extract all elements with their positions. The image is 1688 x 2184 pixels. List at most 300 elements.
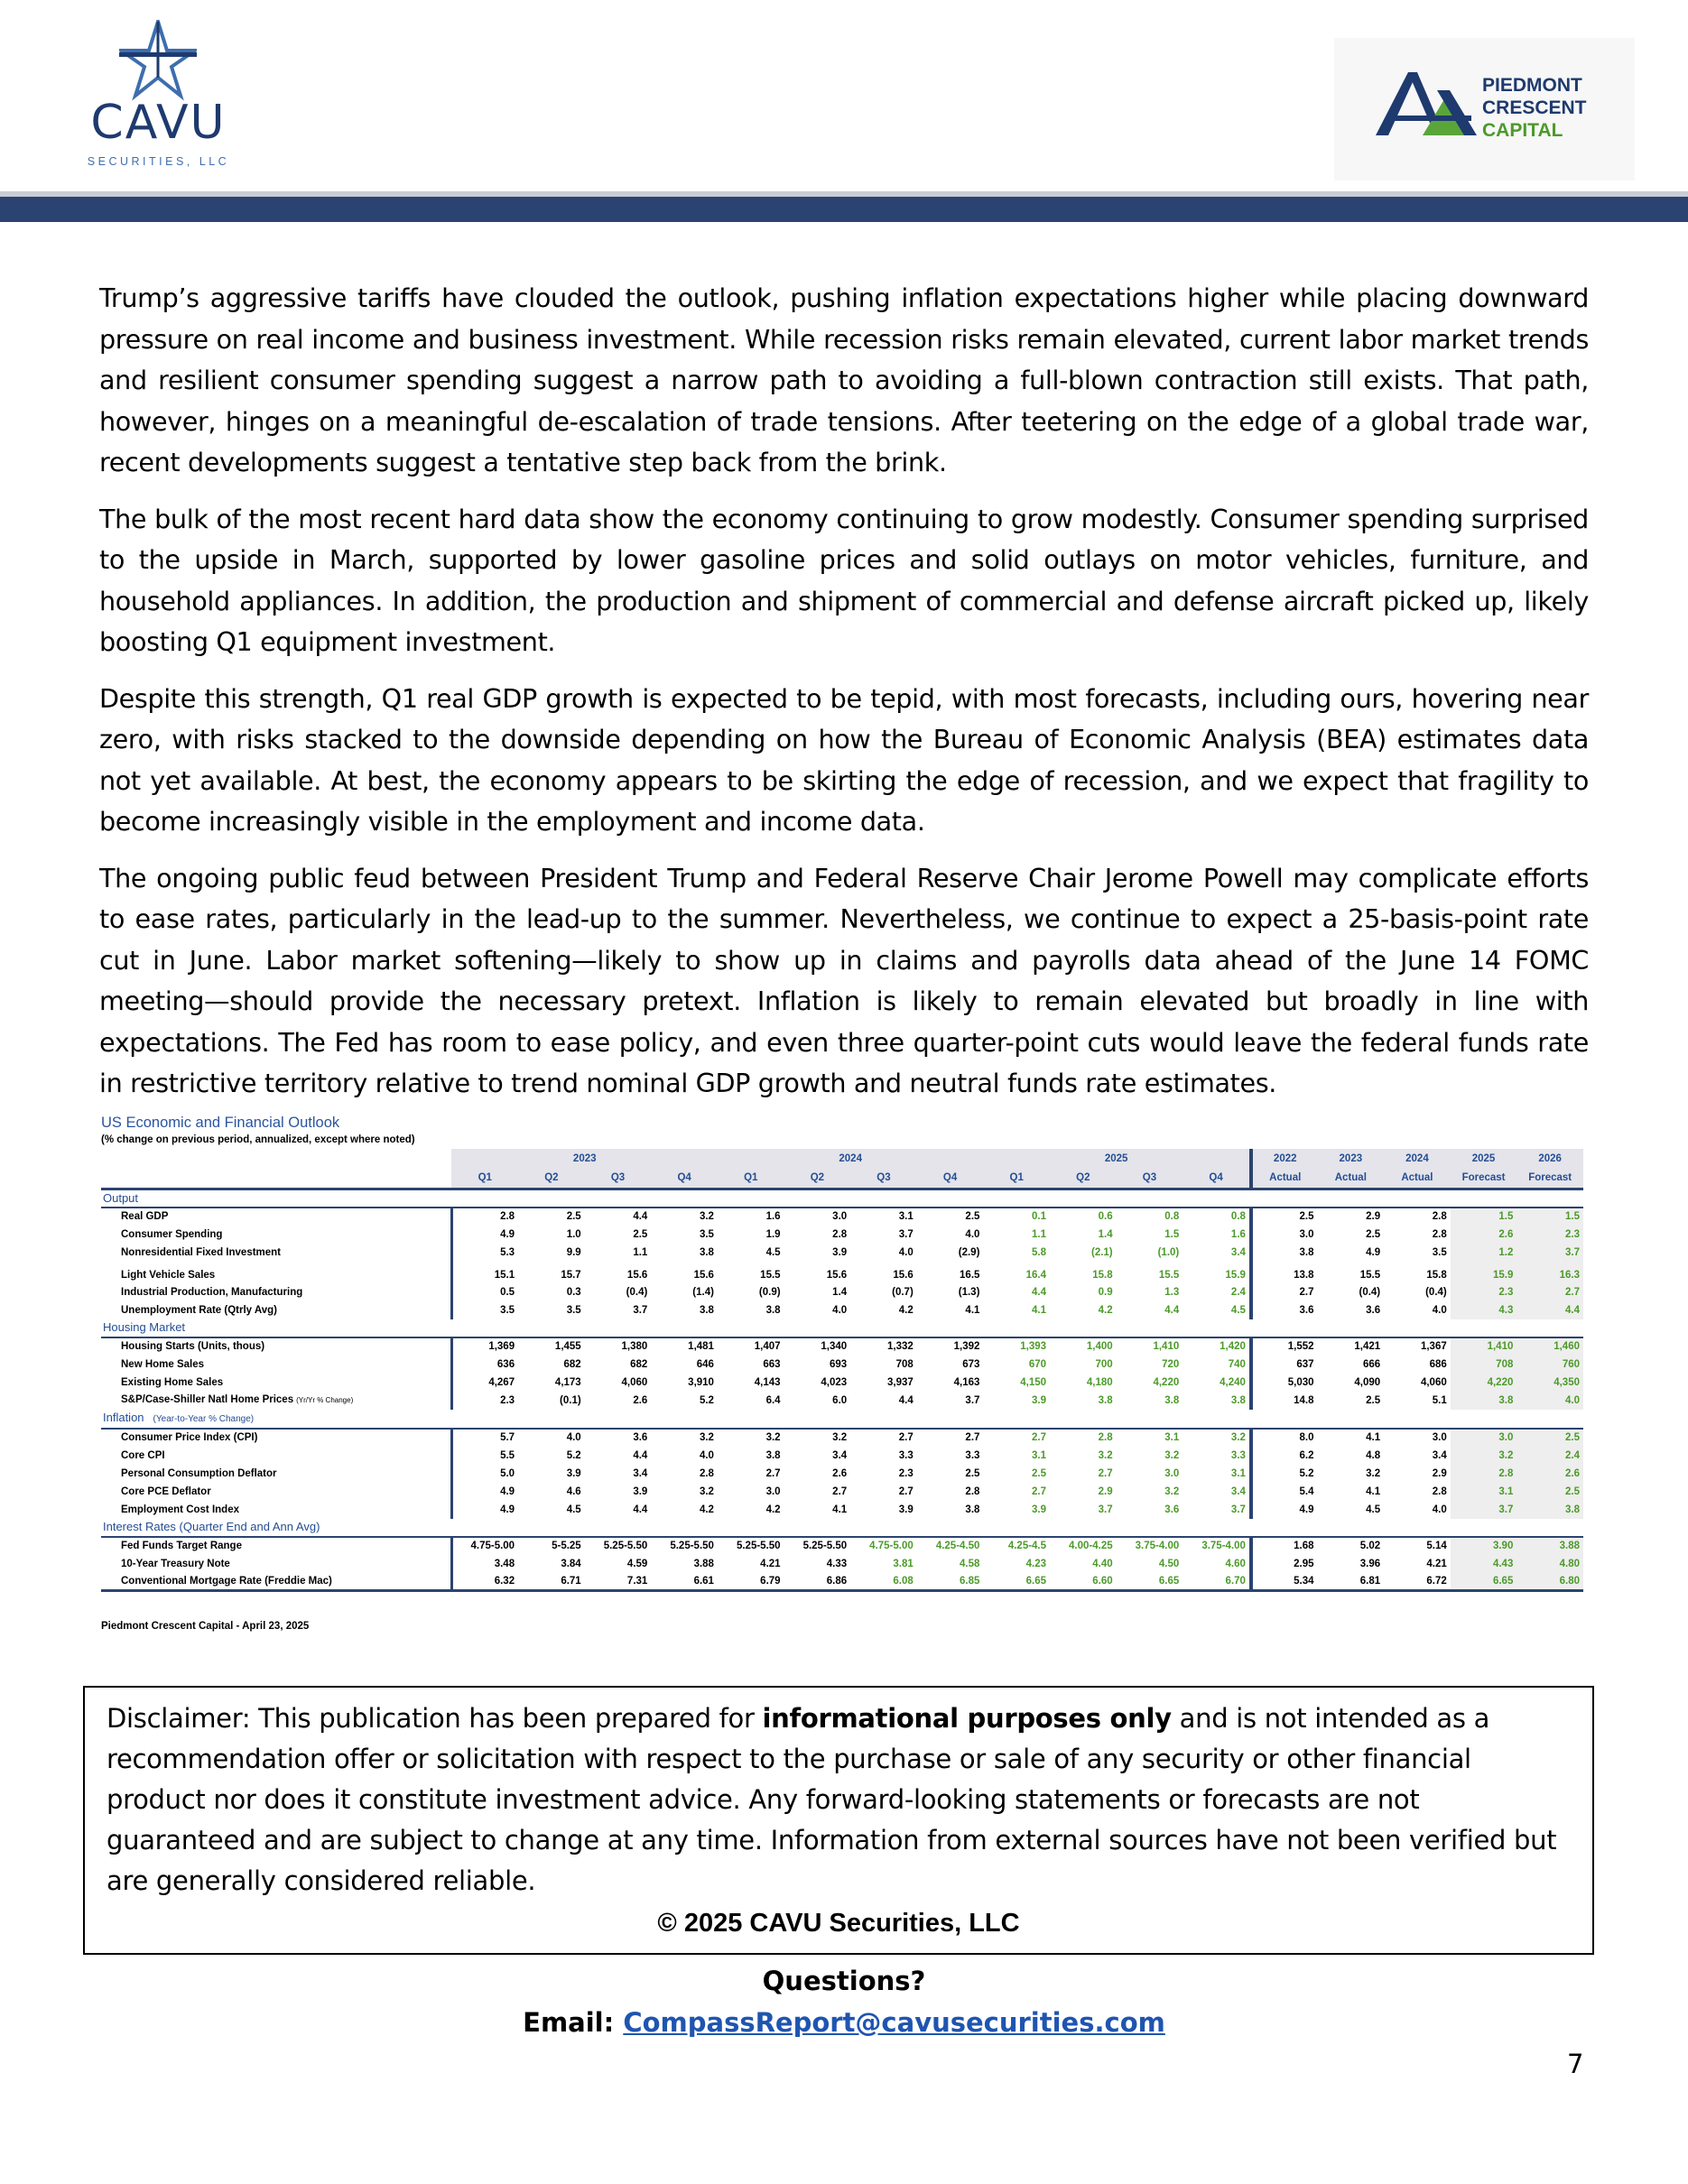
data-cell: 4.2 xyxy=(898,1304,914,1316)
row-label xyxy=(101,1447,451,1465)
data-cell: 5.0 xyxy=(451,1465,518,1483)
data-cell: 5.25-5.50 xyxy=(670,1541,714,1551)
data-cell: 4,150 xyxy=(1020,1376,1047,1388)
disclaimer-box xyxy=(83,1686,1594,1955)
data-cell: 673 xyxy=(962,1358,980,1370)
data-cell: 740 xyxy=(1183,1356,1251,1374)
table-row xyxy=(101,1501,1583,1519)
data-cell: 15.7 xyxy=(561,1269,581,1281)
data-cell: 1,407 xyxy=(754,1341,781,1352)
section-name: Inflation xyxy=(103,1410,144,1424)
data-cell: 4.25-4.5 xyxy=(1007,1541,1047,1551)
annual-cell: 5.14 xyxy=(1426,1541,1447,1551)
section-row xyxy=(101,1519,1583,1537)
data-cell: 682 xyxy=(563,1358,581,1370)
data-cell: (0.7) xyxy=(892,1286,914,1298)
star-icon xyxy=(119,20,197,103)
data-cell: (2.1) xyxy=(1090,1246,1113,1258)
data-cell: 3.0 xyxy=(1164,1467,1180,1479)
data-cell: 2.5 xyxy=(965,1211,980,1222)
section-name: Output xyxy=(103,1190,139,1205)
row-label-text: Personal Consumption Deflator xyxy=(121,1467,277,1479)
table-row xyxy=(101,1244,1583,1262)
data-cell: 3.8 xyxy=(765,1304,781,1316)
header-blank xyxy=(101,1169,451,1189)
annual-cell: 2.95 xyxy=(1294,1558,1314,1569)
annual-cell: 16.3 xyxy=(1516,1262,1583,1283)
data-cell: 6.70 xyxy=(1183,1573,1251,1591)
disclaimer-text xyxy=(107,1698,1571,1902)
annual-cell: 4.80 xyxy=(1516,1555,1583,1573)
row-label xyxy=(101,1356,451,1374)
annual-cell: 2.7 xyxy=(1516,1283,1583,1301)
data-cell: 0.3 xyxy=(566,1286,581,1298)
pcc-line-1: PIEDMONT xyxy=(1482,75,1582,96)
annual-cell: 4.8 xyxy=(1366,1449,1381,1461)
annual-cell: 6.81 xyxy=(1318,1573,1385,1591)
data-cell: 3.1 xyxy=(1164,1432,1180,1443)
annual-cell: 686 xyxy=(1429,1358,1447,1370)
data-cell: 3.7 xyxy=(1098,1504,1113,1515)
annual-label-header: Actual xyxy=(1384,1169,1451,1189)
data-cell: 3.4 xyxy=(832,1449,848,1461)
data-cell: 5.2 xyxy=(566,1449,581,1461)
table-row xyxy=(101,1555,1583,1573)
annual-cell: 3.0 xyxy=(1432,1432,1447,1443)
quarter-header: Q3 xyxy=(1117,1169,1183,1189)
table-row xyxy=(101,1208,1583,1226)
annual-cell: 1,460 xyxy=(1516,1337,1583,1356)
annual-year-header: 2025 xyxy=(1451,1149,1517,1169)
data-cell: 2.7 xyxy=(898,1432,914,1443)
data-cell: 15.8 xyxy=(1092,1269,1113,1281)
data-cell: 6.65 xyxy=(1117,1573,1183,1591)
data-cell: 3.2 xyxy=(1098,1449,1113,1461)
data-cell: 1,455 xyxy=(554,1341,581,1352)
email-label: Email: xyxy=(523,2007,624,2038)
data-cell: 4.1 xyxy=(965,1304,980,1316)
annual-year-header: 2022 xyxy=(1251,1149,1318,1169)
annual-cell: 3.2 xyxy=(1366,1467,1381,1479)
data-cell: 4.60 xyxy=(1183,1555,1251,1573)
data-cell: 4.2 xyxy=(699,1504,714,1515)
data-cell: 3.8 xyxy=(965,1504,980,1515)
paragraph: The ongoing public feud between President Trump and Federal Reserve Chair Jerome Powell may complicate efforts to ease rates, particularly in the lead-up to the summer. Nevertheless, we continue to expect a 25-basis-point rate cut in June. Labor market softening—likely to show up in claims and payrolls data ahead of the June 14 FOMC meeting—should provide the necessary pretext. Inflation is likely to remain elevated but broadly in line with expectations. The Fed has room to ease policy, and even three quarter-point cuts would leave the federal funds rate in restrictive territory relative to trend nominal GDP growth and neutral funds rate estimates. xyxy=(99,862,1589,1098)
data-cell: 2.6 xyxy=(832,1467,848,1479)
annual-cell: 2.8 xyxy=(1432,1211,1447,1222)
data-cell: 2.3 xyxy=(898,1467,914,1479)
disclaimer-suffix: and is not intended as a recommendation offer or solicitation with respect to the purchase or sale of any security or other financial product nor does it constitute investment advice. Any forward-looking statements or forecasts are not guaranteed and are subject to change at any time. Information from external sources have not been verified but are generally considered reliable. xyxy=(107,1703,1557,1896)
disclaimer-prefix: Disclaimer: This publication has been prepared for xyxy=(107,1703,763,1734)
section-row xyxy=(101,1410,1583,1429)
data-cell: 3.75-4.00 xyxy=(1135,1541,1180,1551)
row-label xyxy=(101,1465,451,1483)
data-cell: 4.25-4.50 xyxy=(935,1541,980,1551)
data-cell: 6.61 xyxy=(651,1573,718,1591)
data-cell: (2.9) xyxy=(958,1246,980,1258)
data-cell: 1.1 xyxy=(1032,1228,1047,1240)
quarter-header: Q2 xyxy=(518,1169,585,1189)
data-cell: 4.23 xyxy=(1025,1558,1047,1569)
row-label-text: 10-Year Treasury Note xyxy=(121,1558,230,1569)
header-blank xyxy=(101,1149,451,1169)
annual-cell: 637 xyxy=(1296,1358,1314,1370)
section-title xyxy=(101,1410,1583,1429)
data-cell: 4.5 xyxy=(765,1246,781,1258)
annual-cell: 4.9 xyxy=(1299,1504,1314,1515)
data-cell: 2.5 xyxy=(1032,1467,1047,1479)
annual-cell: 4.43 xyxy=(1451,1555,1517,1573)
data-cell: 2.7 xyxy=(832,1485,848,1497)
annual-cell: 5.02 xyxy=(1359,1541,1381,1551)
annual-cell: 3.88 xyxy=(1516,1537,1583,1555)
data-cell: 6.0 xyxy=(832,1394,848,1406)
row-label-text: Core CPI xyxy=(121,1449,165,1461)
data-cell: 1,393 xyxy=(1020,1341,1047,1352)
data-cell: 4.6 xyxy=(566,1485,581,1497)
data-cell: 1.9 xyxy=(765,1228,781,1240)
row-label xyxy=(101,1337,451,1356)
data-cell: 4.4 xyxy=(633,1504,648,1515)
data-cell: 1,420 xyxy=(1183,1337,1251,1356)
data-cell: (1.4) xyxy=(692,1286,714,1298)
table-header-years xyxy=(101,1149,1583,1169)
annual-cell: 2.5 xyxy=(1366,1394,1381,1406)
data-cell: 4.33 xyxy=(826,1558,848,1569)
section-note: (Year-to-Year % Change) xyxy=(153,1413,255,1424)
data-cell: 4.2 xyxy=(765,1504,781,1515)
outlook-table-block xyxy=(101,1115,1591,1632)
data-cell: 4.75-5.00 xyxy=(451,1537,518,1555)
annual-cell: 3.90 xyxy=(1451,1537,1517,1555)
data-cell: 3.7 xyxy=(1183,1501,1251,1519)
annual-cell: 2.8 xyxy=(1432,1485,1447,1497)
table-row xyxy=(101,1374,1583,1392)
article-body xyxy=(99,278,1589,1120)
annual-cell: 3.0 xyxy=(1299,1228,1314,1240)
table-row xyxy=(101,1573,1583,1591)
data-cell: 4.9 xyxy=(451,1483,518,1501)
annual-cell: 4.21 xyxy=(1426,1558,1447,1569)
row-label xyxy=(101,1226,451,1244)
quarter-header: Q1 xyxy=(451,1169,518,1189)
year-header: 2024 xyxy=(718,1149,983,1169)
annual-cell: 708 xyxy=(1451,1356,1517,1374)
row-label xyxy=(101,1301,451,1319)
email-link[interactable]: CompassReport@cavusecurities.com xyxy=(623,2007,1165,2038)
table-row xyxy=(101,1356,1583,1374)
annual-cell: 8.0 xyxy=(1299,1432,1314,1443)
page-number: 7 xyxy=(1567,2049,1584,2079)
data-cell: 3,937 xyxy=(887,1376,914,1388)
annual-cell: 2.5 xyxy=(1299,1211,1314,1222)
annual-cell: 4.0 xyxy=(1432,1504,1447,1515)
data-cell: 1.4 xyxy=(832,1286,848,1298)
data-cell: (0.9) xyxy=(758,1286,781,1298)
annual-cell: 1.2 xyxy=(1451,1244,1517,1262)
table-title: US Economic and Financial Outlook xyxy=(101,1115,340,1131)
annual-cell: 4.3 xyxy=(1451,1301,1517,1319)
data-cell: 3.2 xyxy=(765,1432,781,1443)
data-cell: 4,220 xyxy=(1153,1376,1180,1388)
annual-cell: 1,421 xyxy=(1354,1341,1381,1352)
data-cell: 3.7 xyxy=(898,1228,914,1240)
annual-cell: 3.6 xyxy=(1299,1304,1314,1316)
data-cell: 3.4 xyxy=(1183,1244,1251,1262)
data-cell: 1,332 xyxy=(887,1341,914,1352)
data-cell: 682 xyxy=(630,1358,648,1370)
data-cell: 2.7 xyxy=(898,1485,914,1497)
data-cell: 2.7 xyxy=(965,1432,980,1443)
annual-cell: 15.9 xyxy=(1451,1262,1517,1283)
annual-cell: 6.65 xyxy=(1451,1573,1517,1591)
annual-cell: 2.9 xyxy=(1366,1211,1381,1222)
data-cell: 3.88 xyxy=(693,1558,714,1569)
paragraph: Trump’s aggressive tariffs have clouded the outlook, pushing inflation expectations higher while placing downward pressure on real income and business investment. While recession risks remain elevated, current labor market trends and resilient consumer spending suggest a narrow path to avoiding a full-blown contraction still exists. That path, however, hinges on a meaningful de-escalation of trade tensions. After teetering on the edge of a global trade war, recent developments suggest a tentative step back from the brink. xyxy=(99,282,1589,477)
data-cell: 4.50 xyxy=(1158,1558,1180,1569)
annual-cell: 2.8 xyxy=(1432,1228,1447,1240)
annual-cell: 14.8 xyxy=(1294,1394,1314,1406)
annual-cell: 2.3 xyxy=(1516,1226,1583,1244)
data-cell: 6.79 xyxy=(718,1573,784,1591)
year-header: 2023 xyxy=(451,1149,717,1169)
data-cell: 4.0 xyxy=(566,1432,581,1443)
data-cell: 0.8 xyxy=(1164,1211,1180,1222)
data-cell: 6.4 xyxy=(765,1394,781,1406)
data-cell: 3,910 xyxy=(688,1376,714,1388)
cavu-logo xyxy=(79,20,237,169)
cavu-wordmark: CAVU xyxy=(90,96,227,150)
annual-year-header: 2023 xyxy=(1318,1149,1385,1169)
section-name: Housing Market xyxy=(103,1320,186,1334)
data-cell: 4.5 xyxy=(1183,1301,1251,1319)
data-cell: 3.81 xyxy=(893,1558,914,1569)
annual-cell: 2.7 xyxy=(1299,1286,1314,1298)
annual-cell: 1,410 xyxy=(1451,1337,1517,1356)
table-source: Piedmont Crescent Capital - April 23, 2025 xyxy=(101,1621,310,1632)
contact-block xyxy=(0,1960,1688,2043)
quarter-header: Q4 xyxy=(651,1169,718,1189)
table-row xyxy=(101,1392,1583,1410)
annual-cell: 4.4 xyxy=(1516,1301,1583,1319)
annual-cell: 2.5 xyxy=(1366,1228,1381,1240)
data-cell: 6.71 xyxy=(518,1573,585,1591)
data-cell: 2.4 xyxy=(1183,1283,1251,1301)
data-cell: 1.5 xyxy=(1164,1228,1180,1240)
data-cell: 3.5 xyxy=(451,1301,518,1319)
data-cell: 0.9 xyxy=(1098,1286,1113,1298)
row-label xyxy=(101,1555,451,1573)
paragraph: Despite this strength, Q1 real GDP growth is expected to be tepid, with most forecasts, including ours, hovering near zero, with risks stacked to the downside depending on how the Bureau of Economic Analysis (BEA) estimates data not yet available. At best, the economy appears to be skirting the edge of recession, and we expect that fragility to become increasingly visible in the employment and income data. xyxy=(99,682,1589,837)
data-cell: 6.60 xyxy=(1050,1573,1117,1591)
pcc-logo xyxy=(1334,38,1635,180)
annual-cell: 3.7 xyxy=(1516,1244,1583,1262)
annual-cell: 6.2 xyxy=(1299,1449,1314,1461)
data-cell: 3.0 xyxy=(832,1211,848,1222)
data-cell: 2.8 xyxy=(451,1208,518,1226)
data-cell: 4.9 xyxy=(451,1501,518,1519)
data-cell: 4.59 xyxy=(626,1558,648,1569)
table-row xyxy=(101,1447,1583,1465)
data-cell: 3.1 xyxy=(1183,1465,1251,1483)
data-cell: 2.5 xyxy=(633,1228,648,1240)
data-cell: 3.8 xyxy=(1098,1394,1113,1406)
annual-cell: 5.4 xyxy=(1299,1485,1314,1497)
annual-label-header: Actual xyxy=(1251,1169,1318,1189)
page-header xyxy=(0,0,1688,226)
data-cell: 3.5 xyxy=(566,1304,581,1316)
data-cell: 6.08 xyxy=(850,1573,917,1591)
data-cell: 4,163 xyxy=(953,1376,980,1388)
data-cell: 15.6 xyxy=(693,1269,714,1281)
row-label-text: S&P/Case-Shiller Natl Home Prices xyxy=(121,1394,294,1405)
data-cell: 1.6 xyxy=(765,1211,781,1222)
data-cell: 2.7 xyxy=(1032,1432,1047,1443)
data-cell: 15.5 xyxy=(760,1269,781,1281)
data-cell: 4.21 xyxy=(760,1558,781,1569)
data-cell: (0.1) xyxy=(560,1394,581,1406)
annual-cell: 4.0 xyxy=(1432,1304,1447,1316)
data-cell: 5.2 xyxy=(699,1394,714,1406)
annual-cell: 4,060 xyxy=(1420,1376,1447,1388)
table-row xyxy=(101,1483,1583,1501)
data-cell: 3.9 xyxy=(1032,1504,1047,1515)
row-label-text: Light Vehicle Sales xyxy=(121,1269,216,1281)
row-label xyxy=(101,1483,451,1501)
data-cell: 4,267 xyxy=(451,1374,518,1392)
data-cell: 4.0 xyxy=(898,1246,914,1258)
data-cell: 4.00-4.25 xyxy=(1069,1541,1113,1551)
data-cell: 5.3 xyxy=(451,1244,518,1262)
annual-cell: 15.5 xyxy=(1359,1269,1381,1281)
data-cell: 15.1 xyxy=(451,1262,518,1283)
data-cell: 3.8 xyxy=(765,1449,781,1461)
data-cell: 4.4 xyxy=(898,1394,914,1406)
row-label xyxy=(101,1374,451,1392)
annual-year-header: 2024 xyxy=(1384,1149,1451,1169)
data-cell: 2.9 xyxy=(1098,1485,1113,1497)
data-cell: 3.2 xyxy=(832,1432,848,1443)
data-cell: 5-5.25 xyxy=(552,1541,581,1551)
data-cell: 3.0 xyxy=(765,1485,781,1497)
annual-cell: 3.5 xyxy=(1432,1246,1447,1258)
annual-cell: 3.1 xyxy=(1451,1483,1517,1501)
annual-cell: 3.2 xyxy=(1451,1447,1517,1465)
data-cell: (1.3) xyxy=(958,1286,980,1298)
row-label xyxy=(101,1537,451,1555)
annual-cell: 1,367 xyxy=(1420,1341,1447,1352)
data-cell: 3.8 xyxy=(1164,1394,1180,1406)
data-cell: 636 xyxy=(451,1356,518,1374)
row-label-text: Consumer Spending xyxy=(121,1228,223,1240)
annual-cell: 13.8 xyxy=(1294,1269,1314,1281)
data-cell: 4,240 xyxy=(1183,1374,1251,1392)
row-label-text: Housing Starts (Units, thous) xyxy=(121,1341,265,1352)
data-cell: 3.4 xyxy=(1183,1483,1251,1501)
annual-cell: 5.2 xyxy=(1299,1467,1314,1479)
row-label-text: Conventional Mortgage Rate (Freddie Mac) xyxy=(121,1575,332,1587)
data-cell: 4.1 xyxy=(832,1504,848,1515)
data-cell: 15.6 xyxy=(826,1269,848,1281)
row-label-note: (Yr/Yr % Change) xyxy=(296,1396,354,1404)
data-cell: 1,481 xyxy=(688,1341,714,1352)
quarter-header: Q4 xyxy=(917,1169,984,1189)
annual-cell: 3.6 xyxy=(1366,1304,1381,1316)
data-cell: 5.25-5.50 xyxy=(802,1541,848,1551)
data-cell: 3.5 xyxy=(699,1228,714,1240)
row-label-text: New Home Sales xyxy=(121,1358,205,1370)
annual-cell: 2.6 xyxy=(1451,1226,1517,1244)
annual-cell: 3.8 xyxy=(1299,1246,1314,1258)
data-cell: 3.9 xyxy=(566,1467,581,1479)
annual-cell: 4.0 xyxy=(1516,1392,1583,1410)
data-cell: 646 xyxy=(696,1358,714,1370)
quarter-header: Q2 xyxy=(784,1169,851,1189)
data-cell: 4,023 xyxy=(821,1376,848,1388)
row-label xyxy=(101,1392,451,1410)
annual-cell: 6.80 xyxy=(1516,1573,1583,1591)
table-subtitle: (% change on previous period, annualized, except where noted) xyxy=(101,1134,415,1145)
table-row xyxy=(101,1226,1583,1244)
annual-cell: (0.4) xyxy=(1359,1286,1381,1298)
data-cell: 3.8 xyxy=(1183,1392,1251,1410)
data-cell: 2.7 xyxy=(1032,1485,1047,1497)
row-label xyxy=(101,1262,451,1283)
quarter-header: Q1 xyxy=(983,1169,1050,1189)
data-cell: 5.25-5.50 xyxy=(736,1541,781,1551)
annual-cell: 1.5 xyxy=(1451,1208,1517,1226)
data-cell: 3.1 xyxy=(898,1211,914,1222)
email-line xyxy=(0,2002,1688,2043)
data-cell: 5.8 xyxy=(1032,1246,1047,1258)
data-cell: 3.2 xyxy=(1164,1449,1180,1461)
data-cell: 3.9 xyxy=(898,1504,914,1515)
annual-cell: 4.5 xyxy=(1366,1504,1381,1515)
data-cell: 5.25-5.50 xyxy=(603,1541,648,1551)
annual-cell: 666 xyxy=(1362,1358,1381,1370)
data-cell: 670 xyxy=(1028,1358,1047,1370)
data-cell: 5.5 xyxy=(451,1447,518,1465)
pcc-line-2: CRESCENT xyxy=(1482,97,1587,118)
data-cell: 4.9 xyxy=(451,1226,518,1244)
data-cell: 2.5 xyxy=(965,1467,980,1479)
annual-cell: 2.6 xyxy=(1516,1465,1583,1483)
data-cell: 15.6 xyxy=(893,1269,914,1281)
data-cell: 3.9 xyxy=(1032,1394,1047,1406)
data-cell: 1,340 xyxy=(821,1341,848,1352)
section-row xyxy=(101,1319,1583,1337)
data-cell: 15.5 xyxy=(1158,1269,1180,1281)
data-cell: 3.3 xyxy=(898,1449,914,1461)
row-label xyxy=(101,1573,451,1591)
year-header: 2025 xyxy=(983,1149,1251,1169)
data-cell: 4,173 xyxy=(554,1376,581,1388)
data-cell: 1,392 xyxy=(953,1341,980,1352)
outlook-table xyxy=(101,1149,1583,1592)
cavu-subtitle: SECURITIES, LLC xyxy=(87,155,230,168)
annual-cell: 2.5 xyxy=(1516,1483,1583,1501)
data-cell: 4.75-5.00 xyxy=(869,1541,914,1551)
quarter-header: Q2 xyxy=(1050,1169,1117,1189)
annual-cell: (0.4) xyxy=(1425,1286,1447,1298)
data-cell: 3.8 xyxy=(699,1304,714,1316)
annual-cell: 3.7 xyxy=(1451,1501,1517,1519)
data-cell: (0.4) xyxy=(626,1286,648,1298)
annual-cell: 15.8 xyxy=(1426,1269,1447,1281)
data-cell: 2.7 xyxy=(765,1467,781,1479)
data-cell: 15.9 xyxy=(1183,1262,1251,1283)
data-cell: 3.2 xyxy=(1183,1429,1251,1447)
